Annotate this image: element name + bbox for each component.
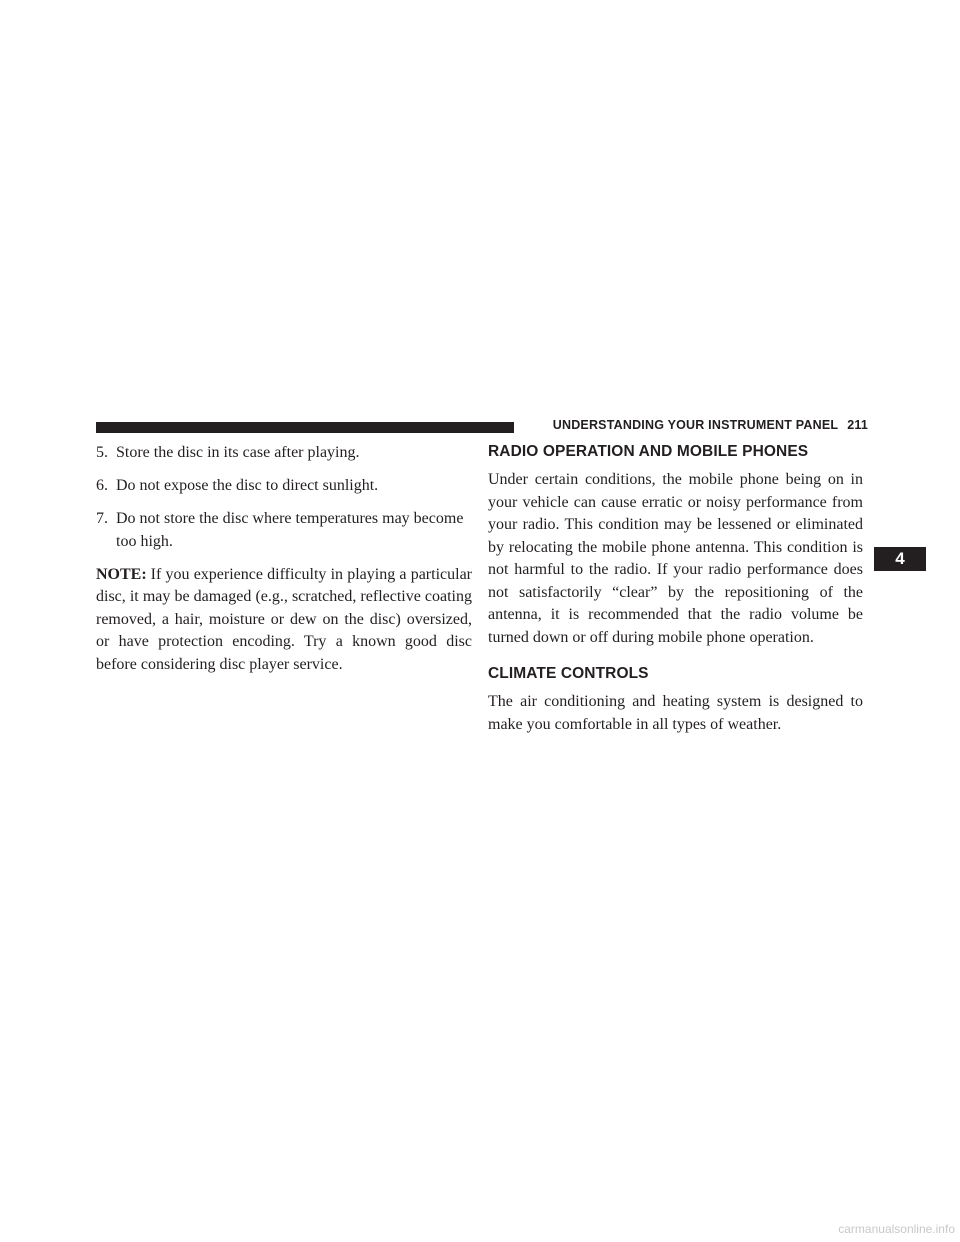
list-number: 7. xyxy=(96,510,108,527)
note-text: If you experience difficulty in playing a particular disc, it may be damaged (e.g., scratched, reflective coating removed, a hair, moisture or dew on the disc) oversized, or have protection encoding. Try a known good disc before considering disc player service. xyxy=(96,565,472,673)
list-item xyxy=(96,475,472,498)
page-number: 211 xyxy=(847,418,868,432)
note-label: NOTE: xyxy=(96,565,147,583)
list-text: Do not expose the disc to direct sunlight. xyxy=(116,477,379,494)
climate-heading: CLIMATE CONTROLS xyxy=(488,665,649,682)
list-number: 6. xyxy=(96,477,108,494)
radio-heading: RADIO OPERATION AND MOBILE PHONES xyxy=(488,443,809,460)
running-header xyxy=(538,418,868,432)
list-number: 5. xyxy=(96,444,108,461)
watermark: carmanualsonline.info xyxy=(838,1222,955,1236)
right-column xyxy=(488,442,863,736)
climate-paragraph: The air conditioning and heating system is designed to make you comfortable in all types of weather. xyxy=(488,693,863,733)
section-title: UNDERSTANDING YOUR INSTRUMENT PANEL xyxy=(552,418,839,432)
list-item xyxy=(96,508,472,553)
radio-paragraph: Under certain conditions, the mobile phone being on in your vehicle can cause erratic or noisy performance from your radio. This condition may be lessened or eliminated by relocating the mobile phone antenna. This condition is not harmful to the radio. If your radio performance does not satisfactorily “clear” by the repositioning of the antenna, it is recommended that the radio volume be turned down or off during mobile phone operation. xyxy=(488,471,863,646)
header-rule xyxy=(96,422,514,433)
note-paragraph xyxy=(96,564,472,677)
list-text: Store the disc in its case after playing. xyxy=(116,444,360,461)
list-text: Do not store the disc where temperatures may become too high. xyxy=(116,510,464,550)
chapter-tab: 4 xyxy=(874,547,926,571)
list-item xyxy=(96,442,472,465)
left-column xyxy=(96,442,472,676)
